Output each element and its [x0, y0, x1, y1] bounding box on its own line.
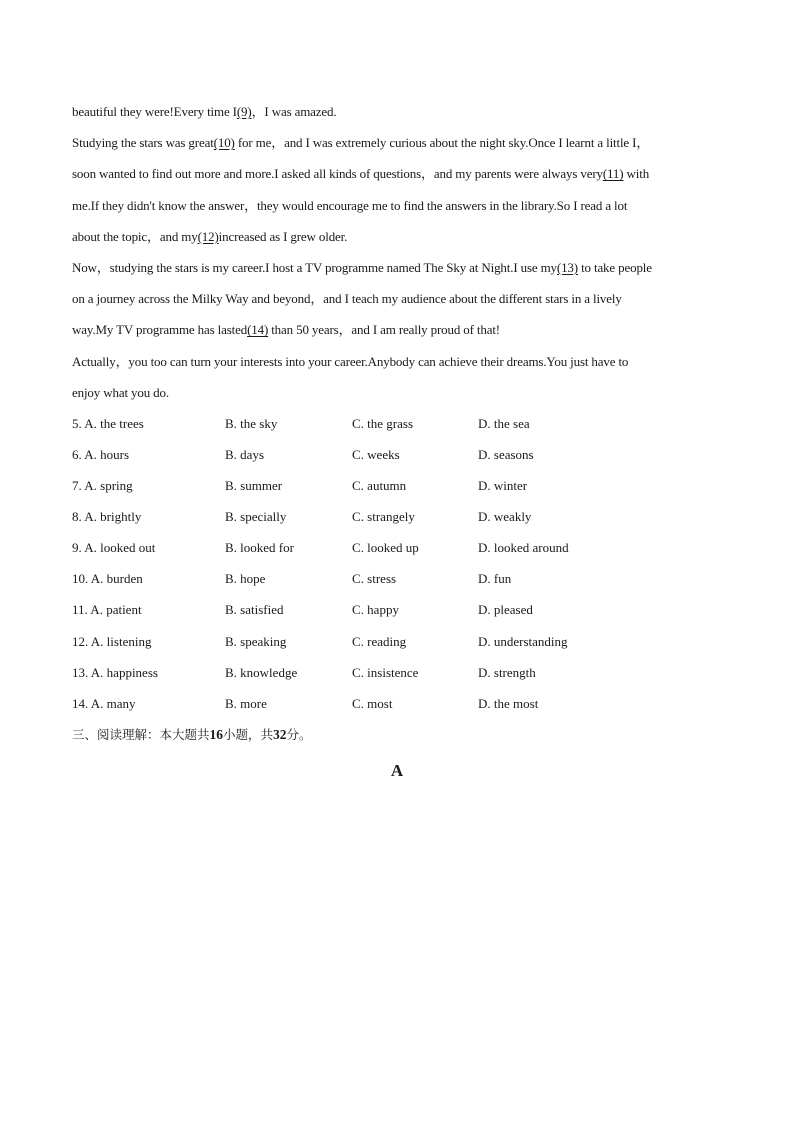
option-c: C. autumn	[352, 478, 407, 494]
section-text: 分。	[286, 726, 312, 742]
passage-text: increased as I grew older.	[218, 228, 348, 244]
option-d: D. the sea	[478, 415, 530, 431]
passage-line	[72, 288, 722, 319]
option-b: B. summer	[225, 478, 283, 494]
option-a: 5. A. the trees	[72, 415, 144, 431]
option-a: 7. A. spring	[72, 478, 133, 494]
question-row	[72, 537, 722, 568]
question-row	[72, 568, 722, 599]
passage-line	[72, 319, 722, 350]
blank-11: (11)	[602, 166, 624, 182]
passage-text: Actually，you too can turn your interests into your career.Anybody can achieve their dreams.You just have to	[72, 353, 629, 369]
option-a: 14. A. many	[72, 695, 136, 711]
option-a: 13. A. happiness	[72, 664, 158, 680]
option-b: B. satisfied	[225, 602, 284, 618]
question-row	[72, 662, 722, 693]
option-c: C. most	[352, 695, 393, 711]
passage-text: Now，studying the stars is my career.I host a TV programme named The Sky at Night.I use my	[72, 259, 557, 275]
passage-text: way.My TV programme has lasted	[72, 322, 248, 338]
blank-10: (10)	[213, 135, 235, 151]
blank-12: (12)	[197, 228, 219, 244]
question-row	[72, 506, 722, 537]
question-count: 16	[209, 726, 224, 742]
passage-text: with	[623, 166, 650, 182]
passage-text: to take people	[577, 259, 652, 275]
passage-text: on a journey across the Milky Way and beyond，and I teach my audience about the different stars in a lively	[72, 291, 622, 307]
passage-text: soon wanted to find out more and more.I asked all kinds of questions，and my parents were always very	[72, 166, 603, 182]
passage-line	[72, 382, 722, 413]
passage-line	[72, 351, 722, 382]
passage-text: Studying the stars was great	[72, 135, 214, 151]
passage-line	[72, 132, 722, 163]
option-a: 6. A. hours	[72, 446, 130, 462]
total-score: 32	[273, 726, 287, 742]
passage-text: me.If they didn't know the answer，they would encourage me to find the answers in the library.So I read a lot	[72, 197, 628, 213]
passage-text: enjoy what you do.	[72, 384, 169, 400]
passage-text: than 50 years，and I am really proud of that!	[268, 322, 500, 338]
option-c: C. the grass	[352, 415, 414, 431]
option-c: C. weeks	[352, 446, 400, 462]
passage-line	[72, 101, 722, 132]
option-a: 10. A. burden	[72, 571, 143, 587]
question-list	[72, 413, 722, 724]
option-d: D. the most	[478, 695, 539, 711]
blank-14: (14)	[247, 322, 269, 338]
section-text: 小题，共	[223, 726, 274, 742]
option-c: C. reading	[352, 633, 407, 649]
option-c: C. insistence	[352, 664, 419, 680]
question-row	[72, 631, 722, 662]
passage-text: for me，and I was extremely curious about the night sky.Once I learnt a little I，	[234, 135, 650, 151]
passage-title: A	[390, 760, 404, 780]
option-d: D. strength	[478, 664, 536, 680]
option-d: D. pleased	[478, 602, 533, 618]
passage-line	[72, 195, 722, 226]
option-d: D. seasons	[478, 446, 534, 462]
option-c: C. looked up	[352, 540, 419, 556]
question-row	[72, 599, 722, 630]
option-b: B. hope	[225, 571, 266, 587]
passage-text: ，I was amazed.	[251, 104, 337, 119]
option-d: D. fun	[478, 571, 512, 587]
option-d: D. winter	[478, 478, 528, 494]
option-c: C. strangely	[352, 509, 415, 525]
passage-line	[72, 163, 722, 194]
section-text: 三、阅读理解：本大题共	[72, 726, 210, 742]
option-b: B. the sky	[225, 415, 278, 431]
option-c: C. happy	[352, 602, 399, 618]
option-c: C. stress	[352, 571, 397, 587]
option-a: 11. A. patient	[72, 602, 142, 618]
option-d: D. understanding	[478, 633, 568, 649]
option-b: B. specially	[225, 509, 287, 525]
option-a: 12. A. listening	[72, 633, 152, 649]
passage-text: about the topic，and my	[72, 228, 198, 244]
blank-9: (9)	[236, 104, 252, 119]
option-b: B. looked for	[225, 540, 294, 556]
option-b: B. more	[225, 695, 267, 711]
section-heading	[72, 724, 722, 756]
option-b: B. speaking	[225, 633, 287, 649]
option-d: D. weakly	[478, 509, 532, 525]
option-a: 8. A. brightly	[72, 509, 142, 525]
question-row	[72, 413, 722, 444]
option-a: 9. A. looked out	[72, 540, 156, 556]
option-d: D. looked around	[478, 540, 569, 556]
blank-13: (13)	[556, 259, 578, 275]
option-b: B. days	[225, 446, 264, 462]
document-page	[72, 101, 722, 782]
question-row	[72, 475, 722, 506]
option-b: B. knowledge	[225, 664, 298, 680]
question-row	[72, 693, 722, 724]
passage-line	[72, 257, 722, 288]
passage-line	[72, 226, 722, 257]
question-row	[72, 444, 722, 475]
passage-text: beautiful they were!Every time I	[72, 104, 237, 119]
